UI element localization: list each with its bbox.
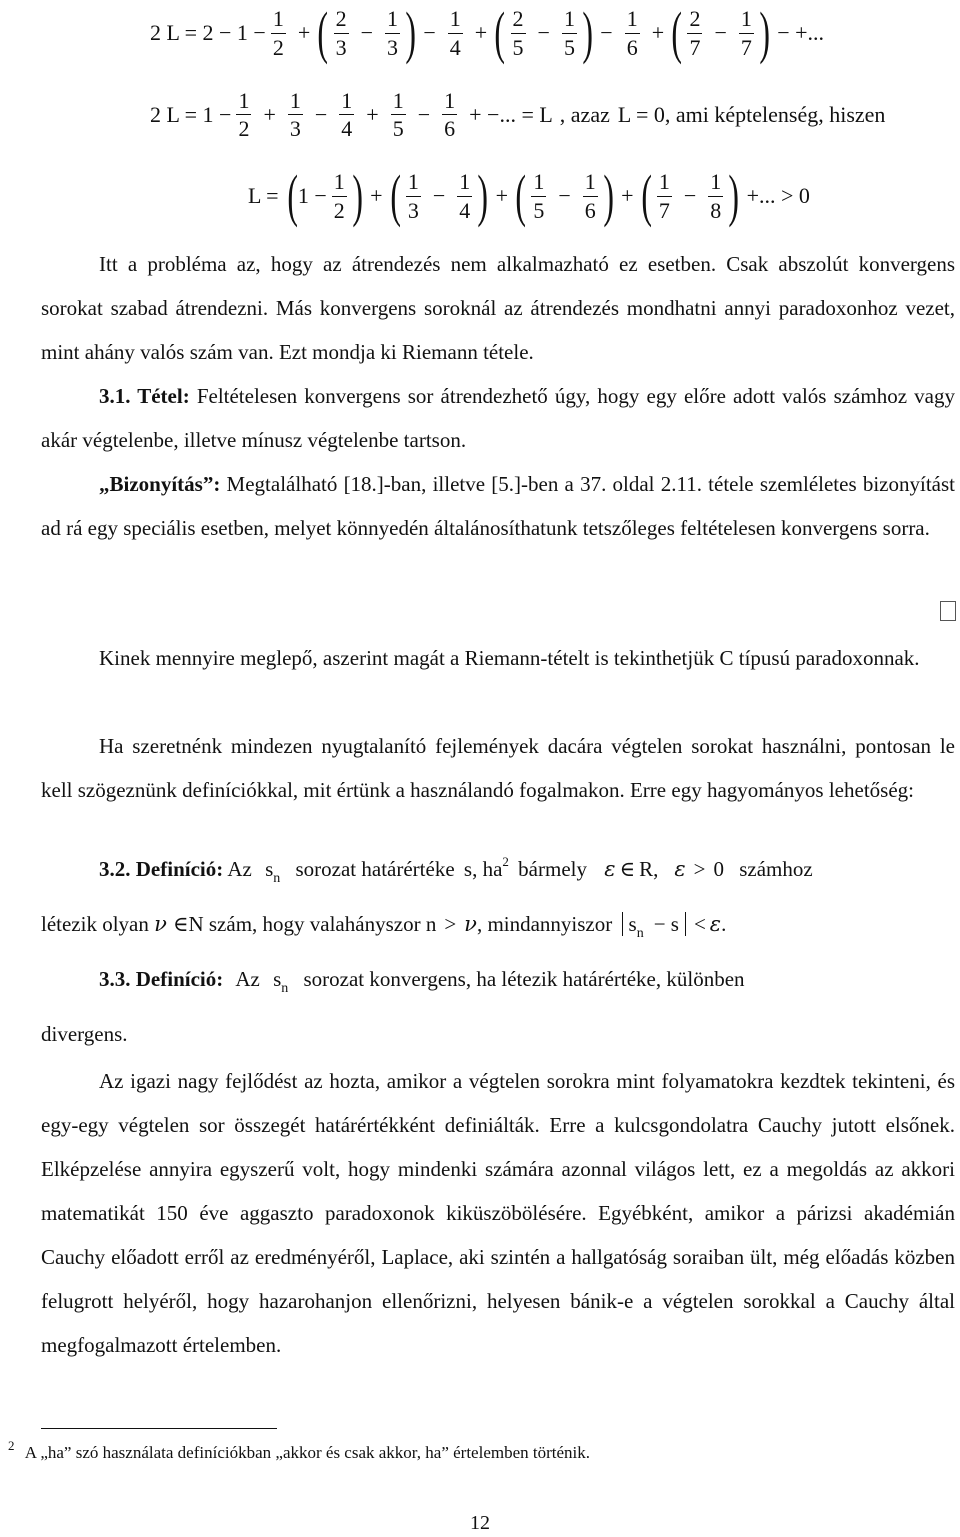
fraction: $\frac{1}{4}$ [449,6,461,60]
proof-label: „Bizonyítás”: [99,472,221,496]
qed-square-icon [940,601,956,621]
paragraph-definitions-intro: Ha szeretnénk mindezen nyugtalanító fejlemények dacára végtelen sorokat használni, pontosan le kell szögeznünk definíciókkal, mit értünk a használandó fogalmakon. Erre egy hagyományos lehetőség: [41,734,955,802]
fraction: $\frac{1}{6}$ [444,88,456,142]
definition-3-3-line1: 3.3. Definíció: Az $s_n$ sorozat konvergens, ha létezik határértéke, különben [99,967,745,996]
fraction: $\frac{1}{7}$ [740,6,752,60]
fraction: $\frac{1}{5}$ [533,169,545,223]
fraction: $\frac{1}{5}$ [563,6,575,60]
fraction: $\frac{1}{6}$ [626,6,638,60]
proof: „Bizonyítás”: Megtalálható [18.]-ban, illetve [5.]-ben a 37. oldal 2.11. tétele szemléletes bizonyítást ad rá egy speciális esetben, melyet könnyedén általánosíthatunk tetszőleges feltételesen konvergens sorra. [41,472,955,540]
definition-3-3-line2: divergens. [41,1022,128,1046]
fraction: $\frac{1}{4}$ [459,169,471,223]
fraction: $\frac{1}{3}$ [407,169,419,223]
theorem-3-1: 3.1. Tétel: Feltételesen konvergens sor átrendezhető úgy, hogy egy előre adott valós számhoz vagy akár végtelenbe, illetve mínusz végtelenbe tartson. [41,384,955,452]
equation-1: 2 L = 2 − 1 − $\frac{1}{2}$ + ( $\frac{2}{3}$ − $\frac{1}{3}$ ) − $\frac{1}{4}$ + ( $\frac{2}{5}$ − $\frac{1}{5}$ ) − $\frac{1}{6}$ + ( $\frac{2}{7}$ − $\frac{1}{7}$ ) − +... [150,0,825,65]
fraction: $\frac{1}{8}$ [710,169,722,223]
fraction: $\frac{2}{3}$ [335,6,347,60]
equation-3: L = ( 1 − $\frac{1}{2}$ ) + ( $\frac{1}{3}$ − $\frac{1}{4}$ ) + ( $\frac{1}{5}$ − $\frac{1}{6}$ ) + ( $\frac{1}{7}$ − $\frac{1}{8}$ ) +... > 0 [248,163,810,228]
fraction: $\frac{1}{3}$ [387,6,399,60]
theorem-label: 3.1. Tétel: [99,384,190,408]
fraction: $\frac{1}{6}$ [584,169,596,223]
fraction: $\frac{1}{2}$ [333,169,345,223]
eq1-lhs: 2 L = 2 − 1 − [150,20,266,45]
fraction: $\frac{1}{4}$ [341,88,353,142]
paragraph-riemann: Kinek mennyire meglepő, aszerint magát a Riemann-tételt is tekinthetjük C típusú paradoxonnak. [99,646,920,670]
paragraph-cauchy: Az igazi nagy fejlődést az hozta, amikor a végtelen sorokra mint folyamatokra kezdtek tekinteni, és egy-egy végtelen sor összegét határértékként definiálták. Erre a kulcsgondolatra Cauchy jutott elsőnek. Elképzelése annyira egyszerű volt, hogy mindenki számára azonnal világos lett, ez a megoldás az akkori matematikát 150 éve aggaszto paradoxonok kiküszöbölésére. Egyébként, amikor a párizsi akadémián Cauchy előadott erről az eredményéről, Laplace, aki szintén a hallgatóság soraiban ült, még előadás közben felugrott helyéről, hogy hazarohanjon ellenőrizni, helyesen bánik-e a végtelen sorokkal a Cauchy által megfogalmazott értelemben. [41,1069,955,1357]
equation-2: 2 L = 1 − $\frac{1}{2}$ + $\frac{1}{3}$ − $\frac{1}{4}$ + $\frac{1}{5}$ − $\frac{1}{6}$ + −... = L , azaz L = 0 , ami képtelenség, hiszen [150,88,886,142]
fraction: $\frac{2}{7}$ [689,6,701,60]
fraction: $\frac{1}{5}$ [392,88,404,142]
footnote-divider [41,1428,277,1429]
definition-3-2-line2: létezik olyan ν ∈N szám, hogy valahányszor n > ν, mindannyiszor $s_n - s < \varepsilon$. [41,912,727,941]
fraction: $\frac{1}{7}$ [658,169,670,223]
fraction: $\frac{1}{2}$ [272,6,284,60]
definition-3-2-line1: 3.2. Definíció: Az $s_n$ sorozat határértéke s, $ha^2$ bármely ε ∈ R, ε > 0 számhoz [99,854,813,886]
footnote: $^2$ A „ha” szó használata definíciókban „akkor és csak akkor, ha” értelemben történik. [8,1438,591,1462]
fraction: $\frac{1}{2}$ [238,88,250,142]
fraction: $\frac{2}{5}$ [512,6,524,60]
page-number: 12 [470,1512,490,1534]
paragraph-intro: Itt a probléma az, hogy az átrendezés nem alkalmazható ez esetben. Csak abszolút konvergens sorokat szabad átrendezni. Más konvergens soroknál az átrendezés mondhatni annyi paradoxonhoz vezet, mint ahány valós szám van. Ezt mondja ki Riemann tétele. [41,252,955,364]
footnote-ref: 2 [502,854,509,869]
fraction: $\frac{1}{3}$ [289,88,301,142]
